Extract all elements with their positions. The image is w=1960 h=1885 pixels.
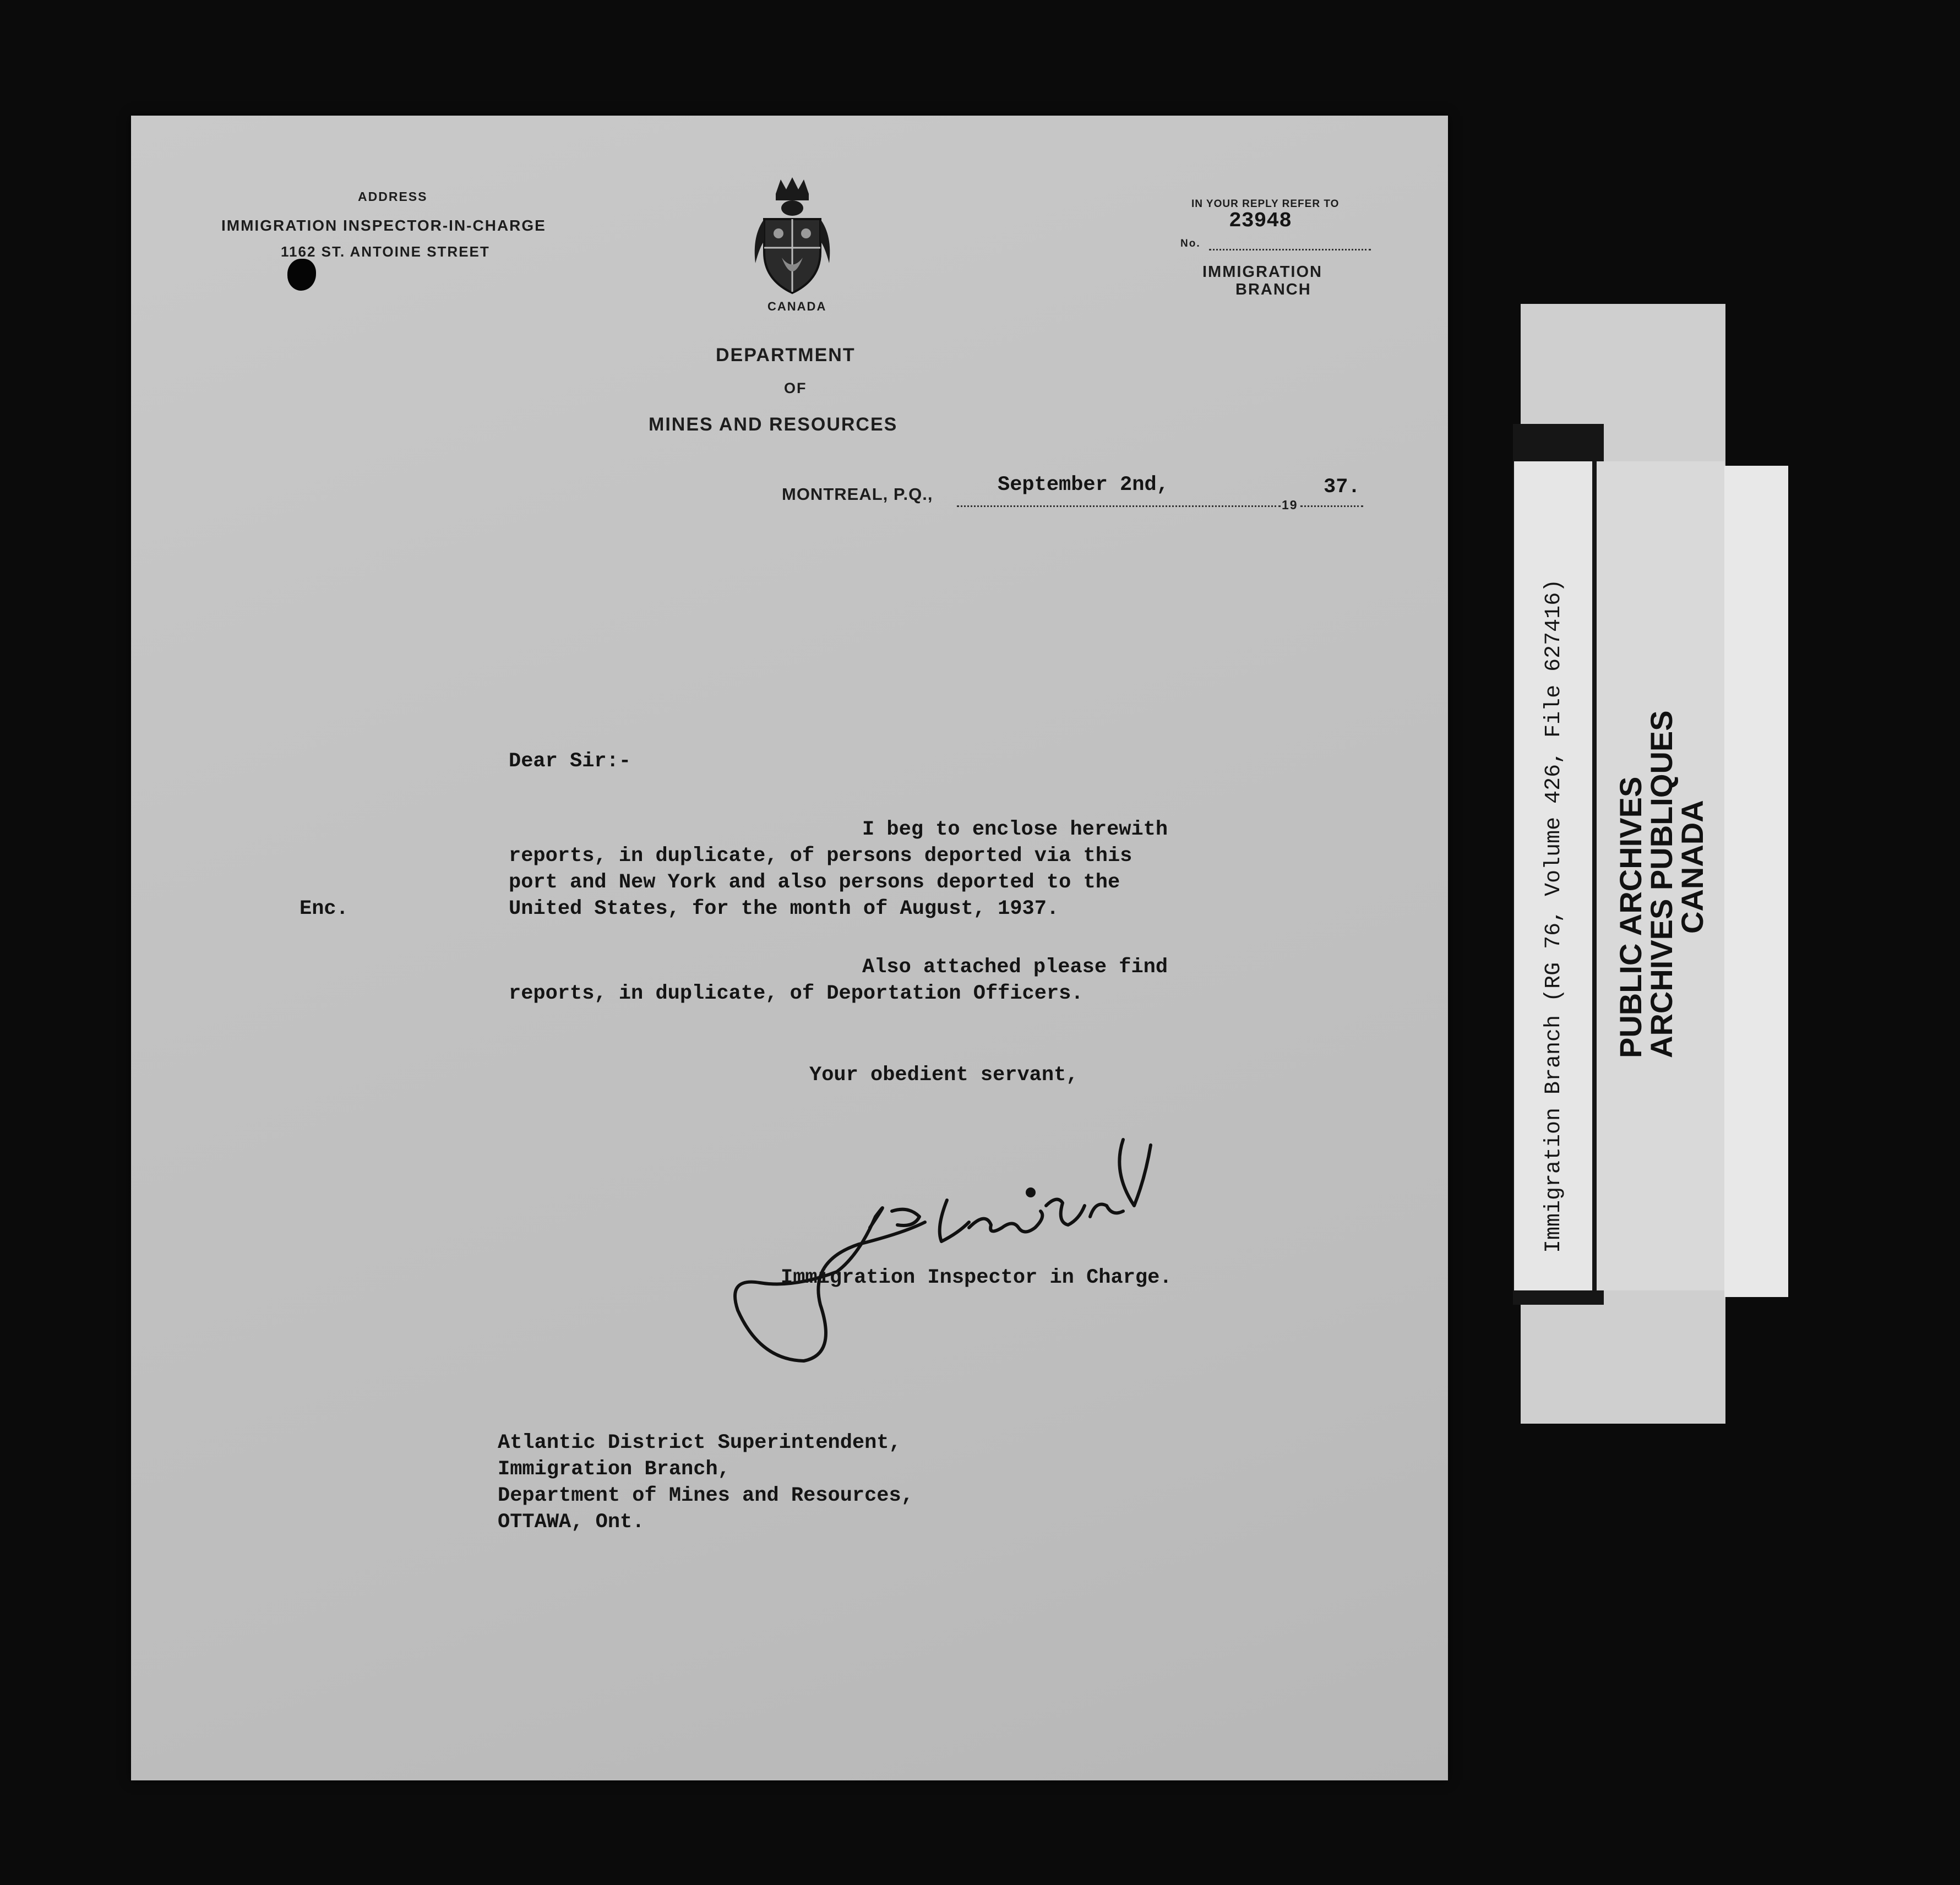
- dateline-year-line: [1300, 505, 1363, 507]
- recipient-line-3: Department of Mines and Resources,: [498, 1484, 913, 1507]
- archive-side-card: [1724, 466, 1788, 1297]
- signer-title: Immigration Inspector in Charge.: [781, 1266, 1172, 1289]
- paragraph-2-line-2: reports, in duplicate, of Deportation Officers.: [509, 982, 1084, 1005]
- archive-reference: Immigration Branch (RG 76, Volume 426, File 627416): [1542, 579, 1566, 1253]
- handwritten-signature: [727, 1123, 1299, 1376]
- closing: Your obedient servant,: [809, 1064, 1079, 1087]
- dateline-year: 37.: [1324, 476, 1360, 499]
- department-line-3: MINES AND RESOURCES: [649, 414, 898, 435]
- dateline-date: September 2nd,: [998, 473, 1169, 497]
- department-line-2: OF: [784, 380, 807, 396]
- branch-line-1: IMMIGRATION: [1202, 263, 1322, 281]
- address-line-1: IMMIGRATION INSPECTOR-IN-CHARGE: [221, 217, 546, 234]
- recipient-line-1: Atlantic District Superintendent,: [498, 1431, 901, 1454]
- recipient-line-2: Immigration Branch,: [498, 1458, 730, 1481]
- address-label: ADDRESS: [358, 189, 428, 204]
- paragraph-1-line-1: I beg to enclose herewith: [862, 818, 1168, 841]
- address-line-2: 1162 ST. ANTOINE STREET: [281, 243, 490, 260]
- paragraph-1-line-4: United States, for the month of August, 1937.: [509, 897, 1059, 920]
- department-line-1: DEPARTMENT: [716, 345, 856, 366]
- dateline-place: MONTREAL, P.Q.,: [782, 484, 933, 504]
- paragraph-1-line-2: reports, in duplicate, of persons deported via this: [509, 845, 1133, 868]
- recipient-line-4: OTTAWA, Ont.: [498, 1511, 645, 1534]
- archive-stamp-line-1: PUBLIC ARCHIVES: [1613, 776, 1648, 1058]
- dateline-century: 19: [1282, 498, 1298, 512]
- paragraph-1-line-3: port and New York and also persons deported to the: [509, 871, 1120, 894]
- reply-label: IN YOUR REPLY REFER TO: [1191, 198, 1340, 210]
- dateline-date-line: [957, 505, 1281, 507]
- archive-stamp-line-2: ARCHIVES PUBLIQUES: [1644, 710, 1679, 1058]
- crest-label: CANADA: [767, 299, 827, 313]
- salutation: Dear Sir:-: [509, 750, 631, 773]
- reply-number-line: [1209, 249, 1371, 250]
- no-label: No.: [1180, 238, 1201, 249]
- branch-line-2: BRANCH: [1235, 281, 1311, 298]
- file-number: 23948: [1229, 209, 1292, 233]
- archive-stamp-line-3: CANADA: [1675, 800, 1709, 934]
- paragraph-2-line-1: Also attached please find: [862, 956, 1168, 979]
- enclosure-note: Enc.: [300, 897, 349, 920]
- coat-of-arms-crest: [750, 175, 835, 296]
